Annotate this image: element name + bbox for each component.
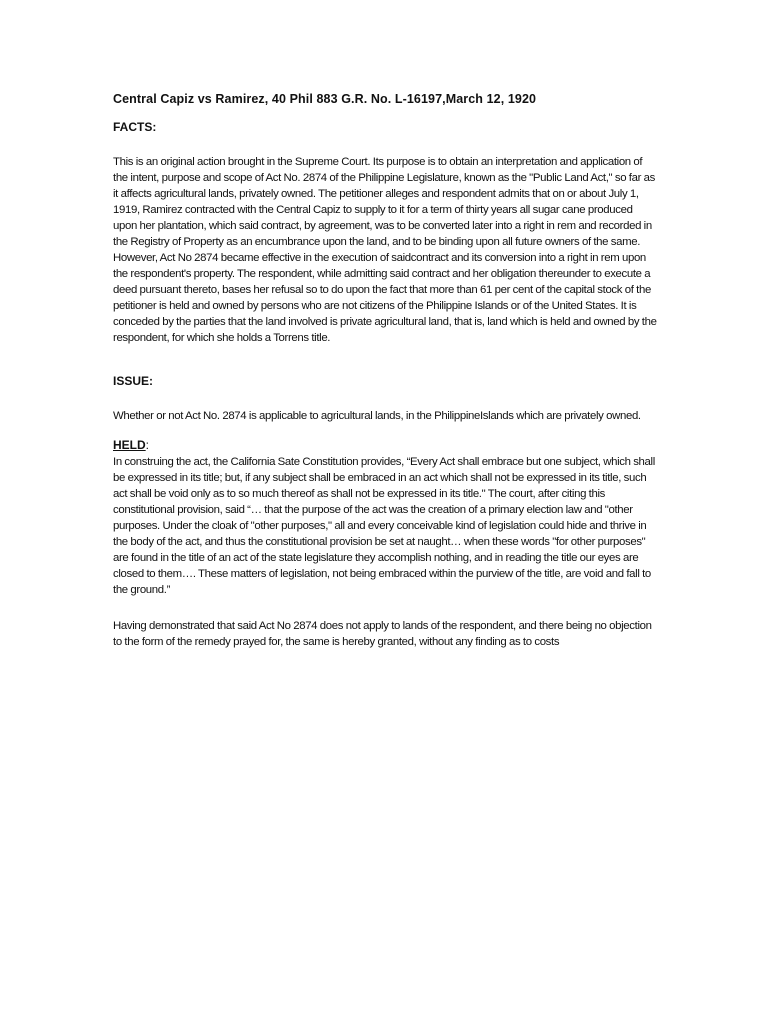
facts-heading: FACTS:	[113, 120, 157, 134]
held-colon: :	[145, 438, 150, 452]
held-paragraph: In construing the act, the California Sate Constitution provides, “Every Act shall embrace but one subject, which shall be expressed in its title; but, if any subject shall be embraced in an act which shall not be expressed in its title, such act shall be void only as to so much thereof as shall not be expressed in its title." The court, after citing this constitutional provision, said “… that the purpose of the act was the creation of a primary election law and "other purposes. Under the cloak of "other purposes," all and every conceivable kind of legislation could hide and thrive in the body of the act, and thus the constitutional provision be set at naught… when these words "for other purposes" are found in the title of an act of the state legislature they accomplish nothing, and in reading the title our eyes are closed to them…. These matters of legislation, not being embraced within the purview of the title, are void and fall to the ground.”	[113, 456, 655, 596]
conclusion-paragraph: Having demonstrated that said Act No 2874 does not apply to lands of the respondent, and there being no objection to the form of the remedy prayed for, the same is hereby granted, without any finding as to costs	[113, 620, 652, 648]
issue-heading: ISSUE:	[113, 374, 154, 388]
held-heading: HELD	[113, 438, 146, 452]
spacer	[113, 598, 658, 618]
held-heading-row	[113, 436, 658, 454]
spacer	[113, 424, 658, 436]
facts-paragraph: This is an original action brought in the Supreme Court. Its purpose is to obtain an interpretation and application of the intent, purpose and scope of Act No. 2874 of the Philippine Legislature, known as the "Public Land Act," so far as it affects agricultural lands, privately owned. The petitioner alleges and respondent admits that on or about July 1, 1919, Ramirez contracted with the Central Capiz to supply to it for a term of thirty years all sugar cane produced upon her plantation, which said contract, by agreement, was to be converted later into a right in rem and recorded in the Registry of Property as an encumbrance upon the land, and to be binding upon all future owners of the same. However, Act No 2874 became effective in the execution of saidcontract and its conversion into a right in rem upon the respondent's property. The respondent, while admitting said contract and her obligation thereunder to execute a deed pursuant thereto, bases her refusal so to do upon the fact that more than 61 per cent of the capital stock of the petitioner is held and owned by persons who are not citizens of the Philippine Islands or of the United States. It is conceded by the parties that the land involved is private agricultural land, that is, land which is held and owned by the respondent, for which she holds a Torrens title.	[113, 156, 657, 344]
issue-paragraph: Whether or not Act No. 2874 is applicable to agricultural lands, in the PhilippineIslands which are privately owned.	[113, 410, 641, 422]
case-title: Central Capiz vs Ramirez, 40 Phil 883 G.R. No. L-16197,March 12, 1920	[113, 92, 537, 106]
document-page	[113, 92, 658, 650]
